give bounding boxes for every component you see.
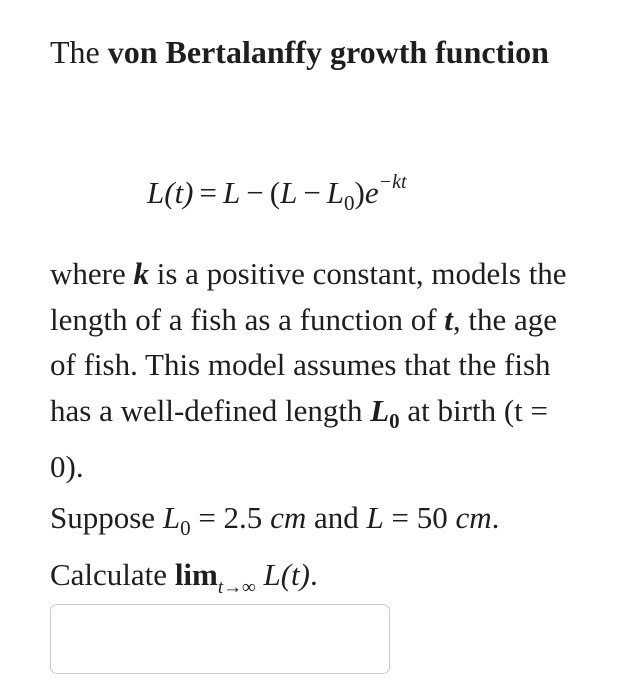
formula-lhs-function: L — [147, 175, 165, 210]
heading-bold-title: von Bertalanffy growth function — [107, 34, 549, 70]
formula-open-paren: ( — [269, 175, 281, 210]
formula-equals: = — [199, 175, 217, 210]
para2-L: L — [366, 500, 384, 535]
para2-L0-value: = 2.5 — [190, 500, 271, 535]
formula-L-inner: L — [280, 175, 298, 210]
formula-minus-2: − — [303, 175, 321, 210]
formula-L0-subscript: 0 — [344, 191, 355, 215]
para1-L0: L — [370, 392, 390, 428]
para1-text-1: where — [50, 256, 134, 291]
para2-L0: L — [162, 500, 181, 535]
formula-e: e — [364, 175, 379, 210]
para1-text-2: is a positive constant, models the length of a fish as a function of — [50, 256, 567, 337]
limit-function-argument: (t) — [280, 556, 310, 592]
para2-L-value: = 50 — [383, 500, 456, 535]
limit-subscript: t→∞ — [217, 576, 256, 598]
para1-L0-subscript: 0 — [389, 408, 400, 433]
formula-minus-1: − — [246, 175, 264, 210]
para2-and: and — [306, 500, 367, 535]
para2-period: . — [491, 500, 500, 535]
description-paragraph — [50, 251, 580, 490]
growth-formula — [147, 160, 407, 225]
para2-L0-subscript: 0 — [180, 516, 191, 540]
heading-prefix: The — [50, 34, 108, 70]
formula-L-infinity: L — [223, 175, 241, 210]
para1-k: k — [133, 256, 149, 291]
formula-close-paren: ) — [354, 175, 365, 210]
answer-input[interactable] — [50, 604, 390, 674]
question-paragraph — [50, 495, 590, 610]
formula-L0: L — [326, 175, 345, 210]
para2-unit-2: cm — [455, 500, 492, 535]
para2-unit-1: cm — [270, 500, 307, 535]
para2-calculate: Calculate — [50, 556, 175, 592]
formula-lhs-argument: (t) — [164, 175, 194, 210]
question-heading — [50, 29, 570, 75]
limit-function: L — [263, 556, 281, 592]
para1-text-4: at birth (t = 0). — [50, 392, 548, 485]
limit-operator: lim — [174, 556, 218, 592]
para1-t: t — [444, 301, 453, 337]
para2-suppose: Suppose — [50, 500, 163, 535]
para1-text-3: , the age of fish. This model assumes that the fish has a well-defined length — [50, 301, 558, 428]
para2-end: . — [309, 556, 318, 592]
formula-exponent: −kt — [378, 171, 407, 193]
